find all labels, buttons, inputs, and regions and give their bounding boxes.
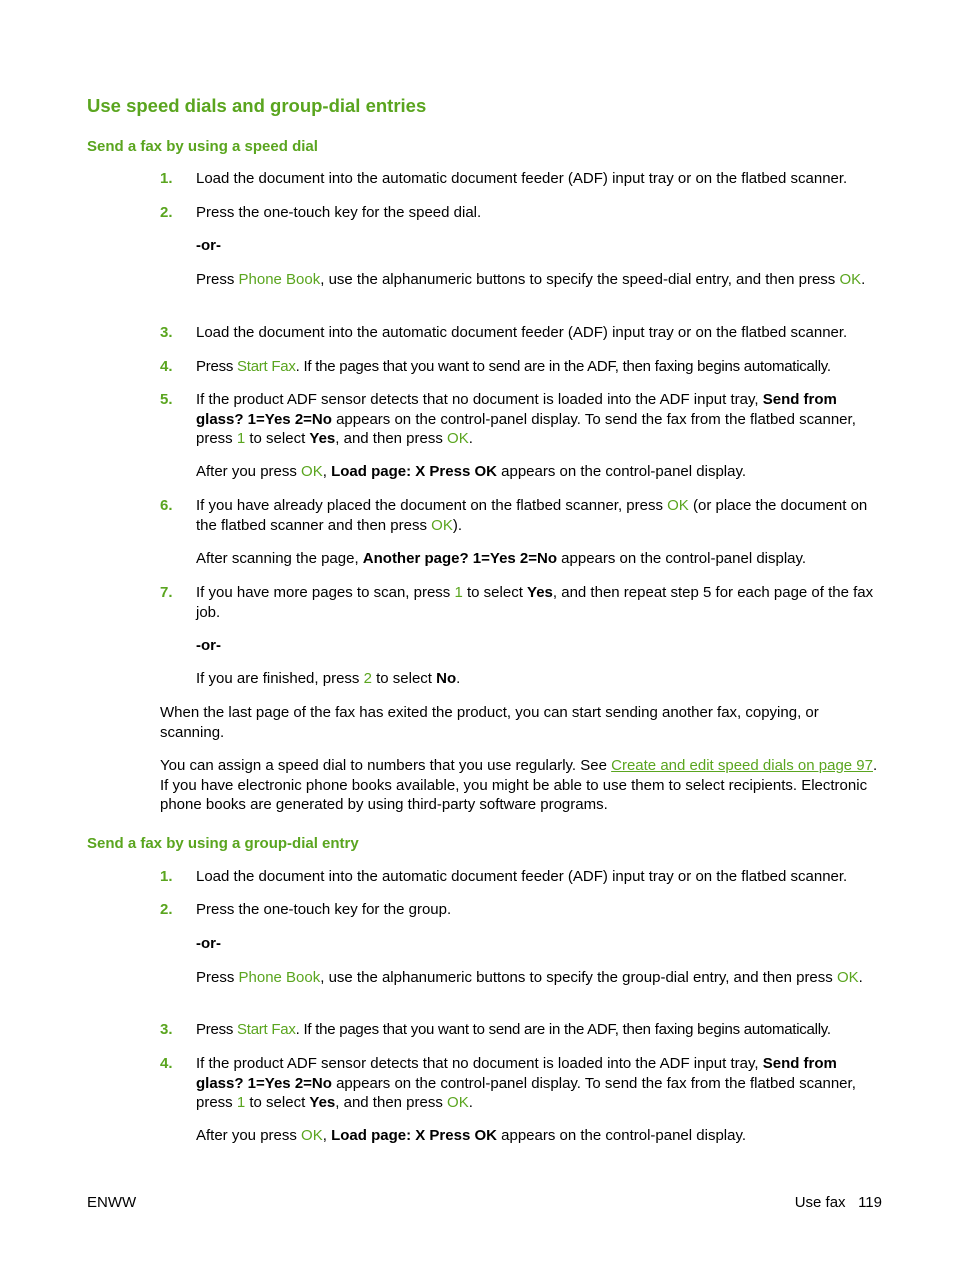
footer-section: Use fax <box>794 1194 846 1211</box>
key-ok: OK <box>839 271 862 288</box>
step-paragraph: After you press OK, Load page: X Press OK appears on the control-panel display. <box>196 1127 747 1144</box>
footer-left-label: ENWW <box>87 1194 137 1211</box>
step-number: 4. <box>160 1055 173 1072</box>
step-text: Press the one-touch key for the group. <box>196 901 452 918</box>
display-message: Load page: X Press OK <box>331 463 497 480</box>
step-text: If you have already placed the document on the flatbed scanner, press OK (or place the document on the flatbed scanner and then press OK). <box>196 497 868 534</box>
key-ok: OK <box>301 463 323 480</box>
step-number: 4. <box>160 358 173 375</box>
key-1: 1 <box>236 430 246 447</box>
display-message: Send from glass? 1=Yes 2=No <box>196 1055 837 1092</box>
step-text: If the product ADF sensor detects that no document is loaded into the ADF input tray, Send from glass? 1=Yes 2=No appears on the control-panel display. To send the fax from the flatbed scanner, press 1 to select Yes, and then press OK. <box>196 391 856 447</box>
key-1: 1 <box>236 1094 246 1111</box>
key-ok: OK <box>431 516 453 534</box>
step-paragraph: Press Phone Book, use the alphanumeric buttons to specify the group-dial entry, and then press OK. <box>196 969 863 986</box>
step-text: Load the document into the automatic document feeder (ADF) input tray or on the flatbed scanner. <box>196 868 848 885</box>
display-message: Load page: X Press OK <box>331 1127 497 1144</box>
step-paragraph: After you press OK, Load page: X Press OK appears on the control-panel display. <box>196 463 747 480</box>
body-paragraph: When the last page of the fax has exited the product, you can start sending another fax, copying, or scanning. <box>160 704 819 741</box>
step-number: 7. <box>160 584 173 601</box>
section-heading-group-dial: Send a fax by using a group-dial entry <box>87 835 359 852</box>
step-text: Press Start Fax. If the pages that you want to send are in the ADF, then faxing begins automatically. <box>196 358 831 375</box>
or-separator: -or- <box>196 637 221 654</box>
display-message: Another page? 1=Yes 2=No <box>362 550 558 567</box>
key-start-fax: Start Fax <box>237 358 296 375</box>
key-2: 2 <box>363 670 372 687</box>
body-paragraph: You can assign a speed dial to numbers that you use regularly. See Create and edit speed dials on page 97. If you have electronic phone books available, you might be able to use them to select recipients. Electronic phone books are generated by using third-party software programs. <box>160 757 878 813</box>
step-paragraph: If you are finished, press 2 to select No. <box>196 670 461 687</box>
step-number: 1. <box>160 868 173 885</box>
link-create-speed-dials[interactable]: Create and edit speed dials on page 97 <box>611 757 873 774</box>
step-text: Press Start Fax. If the pages that you want to send are in the ADF, then faxing begins automatically. <box>196 1021 831 1038</box>
key-phone-book: Phone Book <box>238 271 321 288</box>
step-number: 6. <box>160 497 173 514</box>
step-paragraph: Press Phone Book, use the alphanumeric buttons to specify the speed-dial entry, and then press OK. <box>196 271 866 288</box>
key-ok: OK <box>447 430 469 447</box>
key-1: 1 <box>454 584 463 601</box>
key-ok: OK <box>836 969 859 986</box>
display-message: Send from glass? 1=Yes 2=No <box>196 391 837 428</box>
key-ok: OK <box>447 1094 469 1111</box>
or-separator: -or- <box>196 237 221 254</box>
key-phone-book: Phone Book <box>238 969 321 986</box>
key-start-fax: Start Fax <box>237 1021 296 1038</box>
step-text: Load the document into the automatic document feeder (ADF) input tray or on the flatbed scanner. <box>196 324 848 341</box>
step-number: 3. <box>160 1021 173 1038</box>
step-number: 3. <box>160 324 173 341</box>
step-text: If you have more pages to scan, press 1 to select Yes, and then repeat step 5 for each page of the fax job. <box>196 584 874 621</box>
page-number: 119 <box>858 1194 882 1211</box>
step-number: 5. <box>160 391 173 408</box>
step-paragraph: After scanning the page, Another page? 1=Yes 2=No appears on the control-panel display. <box>196 550 807 567</box>
footer-page-info <box>795 1193 882 1213</box>
section-heading-speed-dial: Send a fax by using a speed dial <box>87 138 318 155</box>
step-number: 2. <box>160 901 173 918</box>
step-text: Press the one-touch key for the speed dial. <box>196 204 482 221</box>
step-number: 2. <box>160 204 173 221</box>
step-text: If the product ADF sensor detects that no document is loaded into the ADF input tray, Send from glass? 1=Yes 2=No appears on the control-panel display. To send the fax from the flatbed scanner, press 1 to select Yes, and then press OK. <box>196 1055 856 1111</box>
step-text: Load the document into the automatic document feeder (ADF) input tray or on the flatbed scanner. <box>196 170 848 187</box>
step-number: 1. <box>160 170 173 187</box>
or-separator: -or- <box>196 935 221 952</box>
key-ok: OK <box>667 497 689 514</box>
key-ok: OK <box>301 1127 323 1144</box>
page-title: Use speed dials and group-dial entries <box>87 95 427 116</box>
